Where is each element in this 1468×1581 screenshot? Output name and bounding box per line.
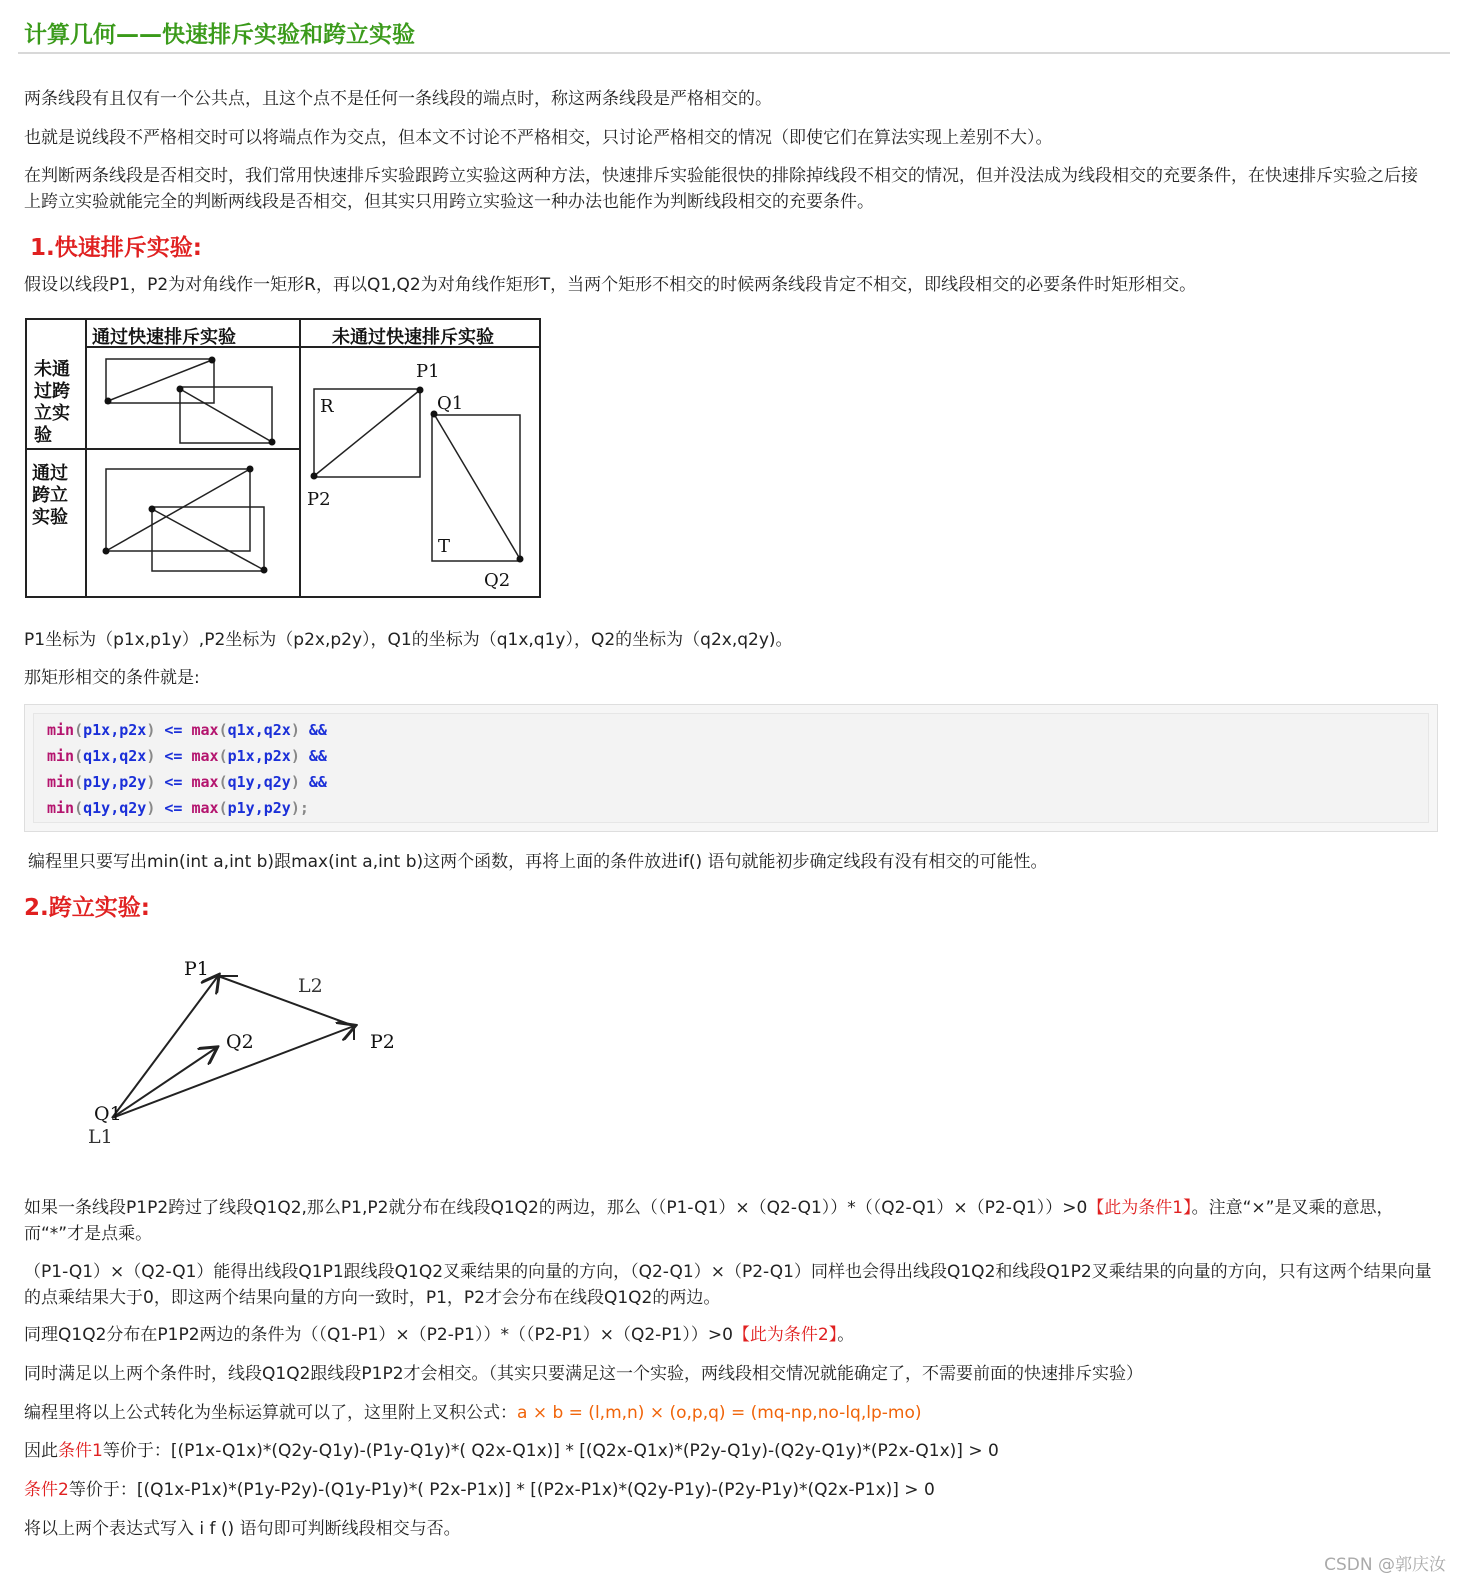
- code-block: [24, 704, 1438, 832]
- section2-heading: 2.跨立实验:: [24, 895, 150, 921]
- label-p2: P2: [307, 489, 331, 510]
- intro-paragraph-2: 也就是说线段不严格相交时可以将端点作为交点，但本文不讨论不严格相交，只讨论严格相交的情况（即使它们在算法实现上差别不大）。: [24, 128, 1053, 148]
- label-q2: Q2: [226, 1031, 254, 1053]
- row1-header-line: 立实: [34, 403, 70, 424]
- label-q1: Q1: [94, 1103, 122, 1125]
- rejection-test-figure: [24, 309, 550, 601]
- section2-paragraph-1: 如果一条线段P1P2跨过了线段Q1Q2,那么P1,P2就分布在线段Q1Q2的两边，那么（（P1-Q1）×（Q2-Q1））*（（Q2-Q1）×（P2-Q1））>0【此为条件1】。注意“×”是叉乘的意思，而“*”才是点乘。: [24, 1198, 1394, 1244]
- row1-header-line: 过跨: [34, 381, 70, 402]
- article-title: 计算几何——快速排斥实验和跨立实验: [24, 22, 415, 48]
- section2-paragraph-5: 编程里将以上公式转化为坐标运算就可以了，这里附上叉积公式：a × b = (l,m,n) × (o,p,q) = (mq-np,no-lq,lp-mo): [24, 1403, 922, 1423]
- row2-header-line: 跨立: [32, 485, 68, 506]
- label-q2: Q2: [484, 570, 511, 591]
- section2-paragraph-6: 因此条件1等价于：[(P1x-Q1x)*(Q2y-Q1y)-(P1y-Q1y)*( Q2x-Q1x)] * [(Q2x-Q1x)*(P2y-Q1y)-(Q2y-Q1y)*(P2x-Q1x)] > 0: [24, 1441, 999, 1461]
- row2-header-line: 实验: [32, 507, 68, 528]
- label-l2: L2: [298, 975, 323, 997]
- section2-paragraph-7: 条件2等价于：[(Q1x-P1x)*(P1y-P2y)-(Q1y-P1y)*( P2x-P1x)] * [(P2x-P1x)*(Q2y-P1y)-(P2y-P1y)*(Q2x-P1x)] > 0: [24, 1480, 935, 1500]
- intro-paragraph-1: 两条线段有且仅有一个公共点，且这个点不是任何一条线段的端点时，称这两条线段是严格相交的。: [24, 89, 772, 109]
- code-line: min(q1y,q2y) <= max(p1y,p2y);: [47, 799, 309, 817]
- title-divider: [18, 52, 1450, 54]
- section2-paragraph-8: 将以上两个表达式写入 i f () 语句即可判断线段相交与否。: [24, 1519, 461, 1539]
- straddle-test-figure: [80, 950, 420, 1155]
- col-header-passed: 通过快速排斥实验: [92, 327, 236, 348]
- label-p2: P2: [370, 1031, 395, 1053]
- code-line: min(q1x,q2x) <= max(p1x,p2x) &&: [47, 747, 327, 765]
- section2-paragraph-2: （P1-Q1）×（Q2-Q1）能得出线段Q1P1跟线段Q1Q2叉乘结果的向量的方向，（Q2-Q1）×（P2-Q1）同样也会得出线段Q1Q2和线段Q1P2叉乘结果的向量的方向，只有这两个结果向量的点乘结果大于0，即这两个结果向量的方向一致时，P1，P2才会分布在线段Q1Q2的两边。: [24, 1262, 1432, 1308]
- label-p1: P1: [184, 958, 209, 980]
- section2-paragraph-4: 同时满足以上两个条件时，线段Q1Q2跟线段P1P2才会相交。（其实只要满足这一个实验，两线段相交情况就能确定了，不需要前面的快速排斥实验）: [24, 1364, 1144, 1384]
- section1-heading: 1.快速排斥实验:: [30, 235, 202, 261]
- row1-header-line: 验: [34, 425, 52, 446]
- code-line: min(p1y,p2y) <= max(q1y,q2y) &&: [47, 773, 327, 791]
- row2-header-line: 通过: [32, 463, 68, 484]
- figure-frame: [26, 319, 540, 597]
- watermark: CSDN @郭庆汝: [1324, 1555, 1446, 1575]
- section1-paragraph-3: 那矩形相交的条件就是:: [24, 668, 200, 688]
- label-r: R: [320, 396, 334, 417]
- label-t: T: [438, 536, 451, 557]
- label-q1: Q1: [437, 393, 464, 414]
- intro-paragraph-3: 在判断两条线段是否相交时，我们常用快速排斥实验跟跨立实验这两种方法，快速排斥实验能很快的排除掉线段不相交的情况，但并没法成为线段相交的充要条件，在快速排斥实验之后接上跨立实验就能完全的判断两线段是否相交，但其实只用跨立实验这一种办法也能作为判断线段相交的充要条件。: [24, 166, 1418, 212]
- label-l1: L1: [88, 1126, 113, 1148]
- col-header-failed: 未通过快速排斥实验: [332, 327, 494, 348]
- section1-paragraph-4: 编程里只要写出min(int a,int b)跟max(int a,int b)这两个函数，再将上面的条件放进if() 语句就能初步确定线段有没有相交的可能性。: [28, 852, 1048, 872]
- section1-paragraph-1: 假设以线段P1，P2为对角线作一矩形R，再以Q1,Q2为对角线作矩形T，当两个矩形不相交的时候两条线段肯定不相交，即线段相交的必要条件时矩形相交。: [24, 275, 1197, 295]
- section2-paragraph-3: 同理Q1Q2分布在P1P2两边的条件为（（Q1-P1）×（P2-P1））*（（P2-P1）×（Q2-P1））>0【此为条件2】。: [24, 1325, 855, 1345]
- section1-paragraph-2: P1坐标为（p1x,p1y）,P2坐标为（p2x,p2y），Q1的坐标为（q1x,q1y），Q2的坐标为（q2x,q2y)。: [24, 630, 793, 650]
- row1-header-line: 未通: [34, 359, 70, 380]
- label-p1: P1: [416, 361, 440, 382]
- code-line: min(p1x,p2x) <= max(q1x,q2x) &&: [47, 721, 327, 739]
